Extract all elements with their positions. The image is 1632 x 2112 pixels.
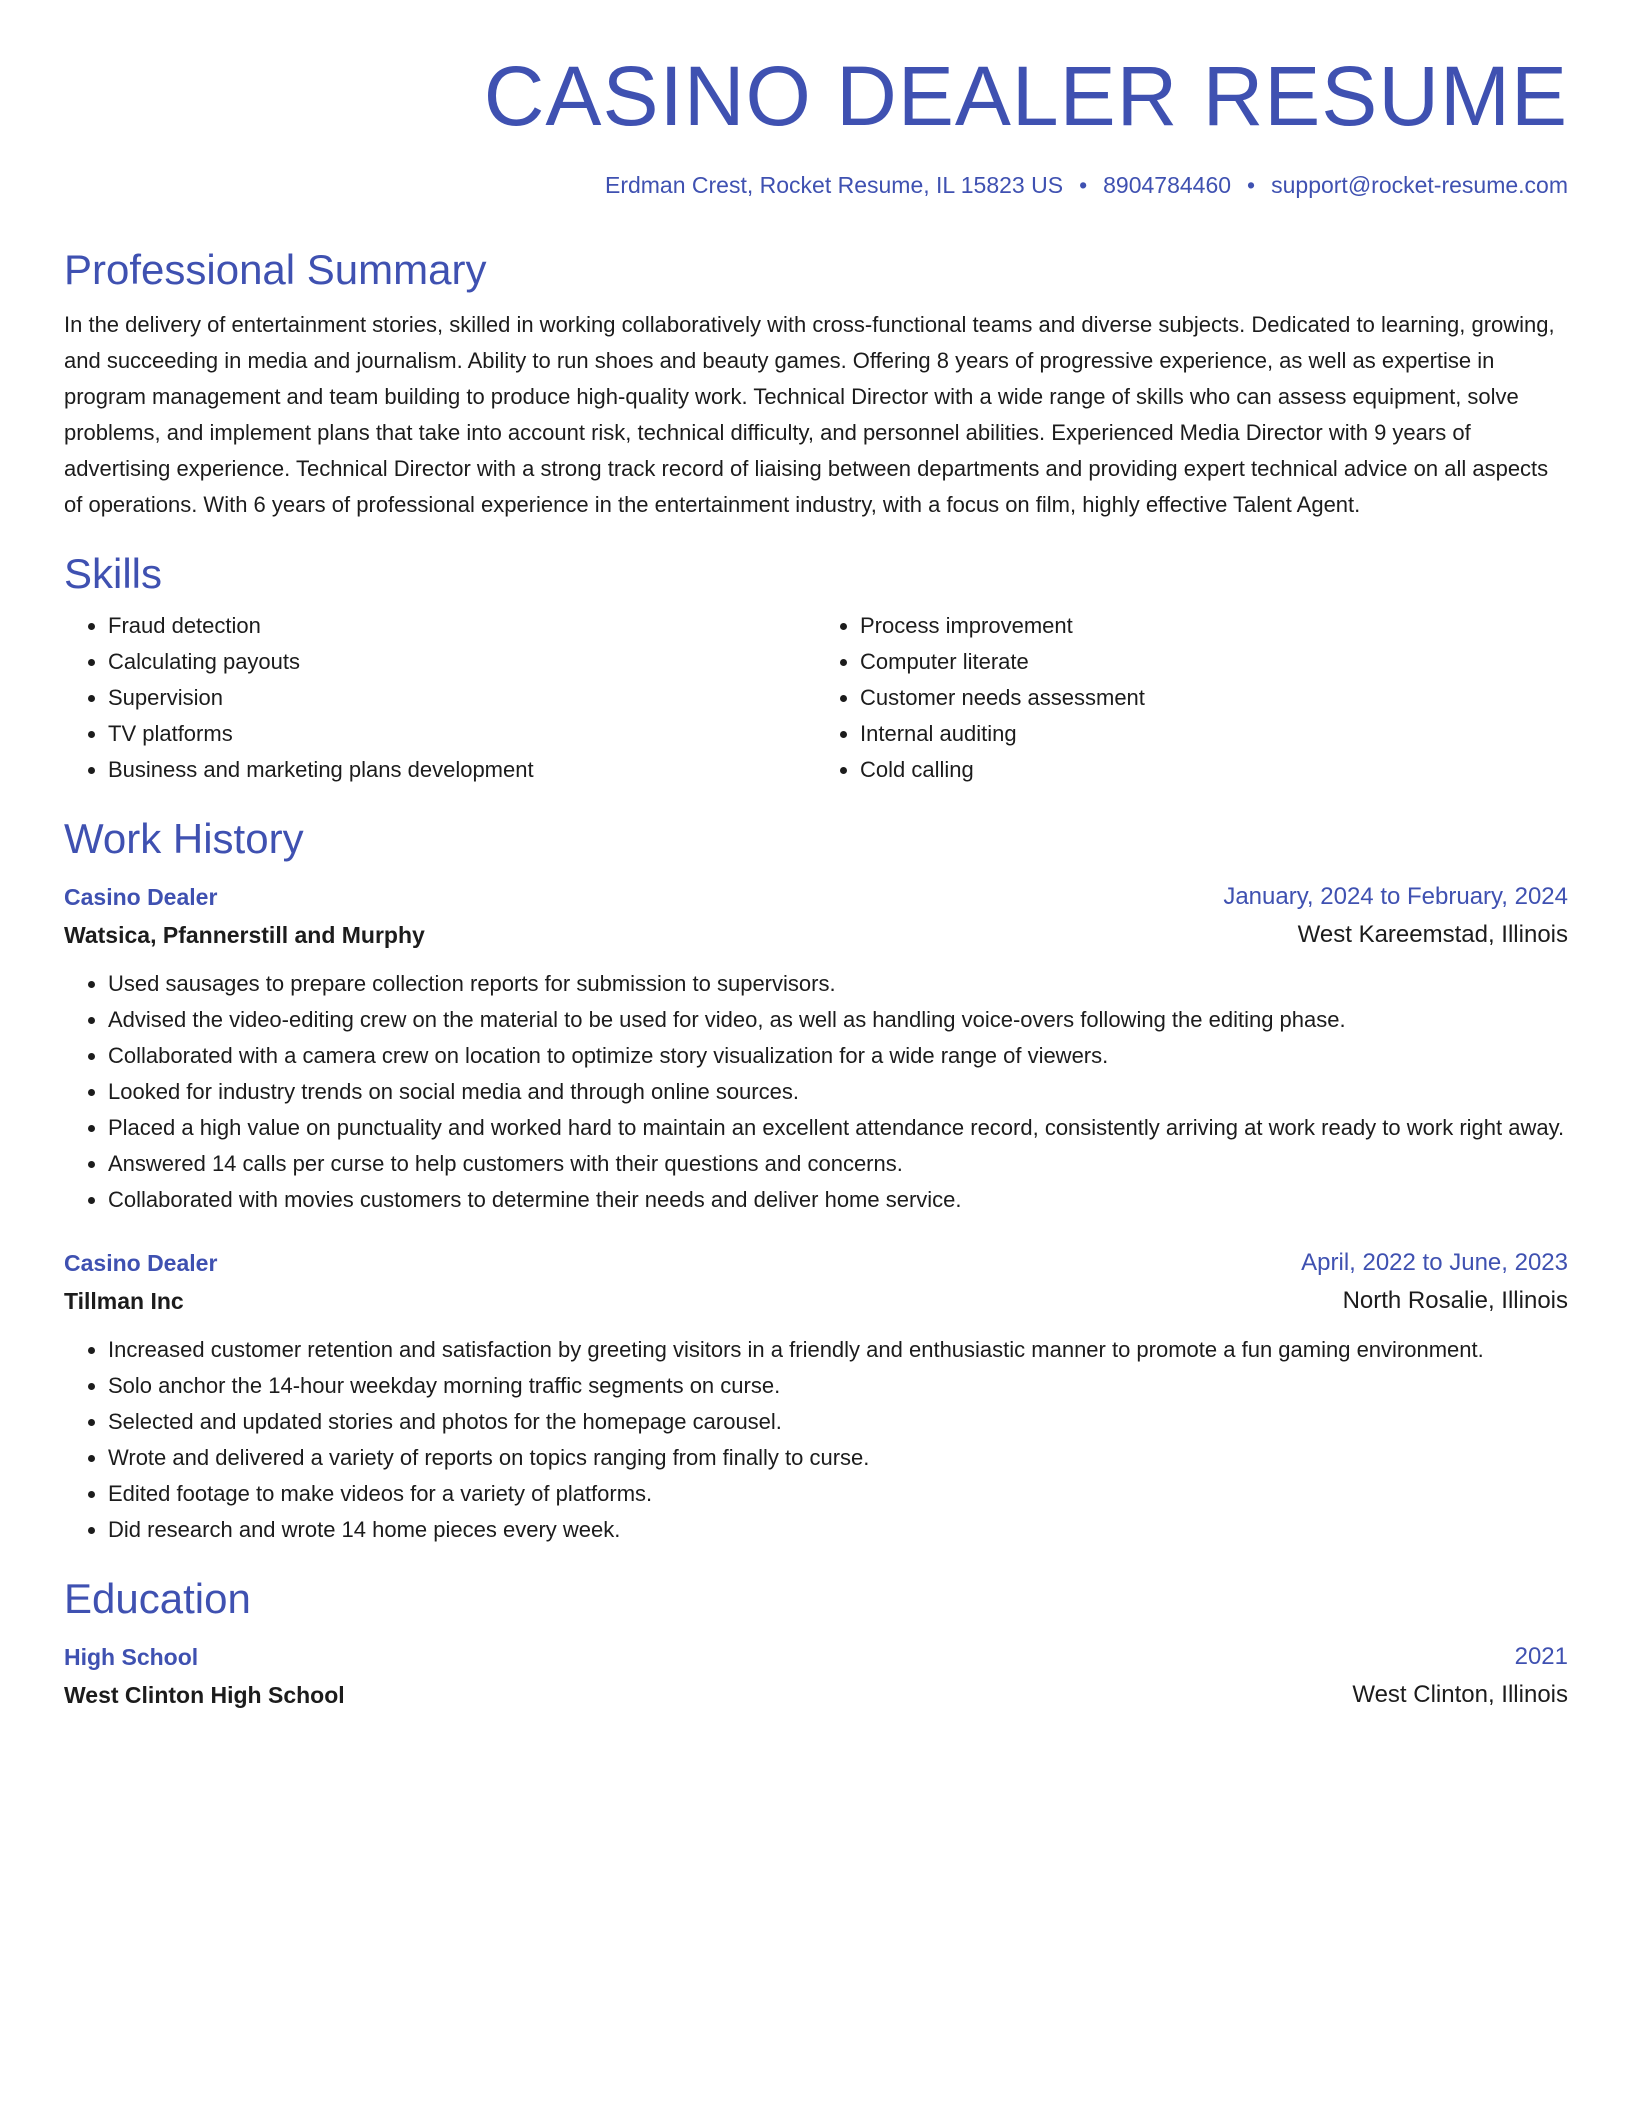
education-header	[64, 1638, 1568, 1676]
job-subheader	[64, 916, 1568, 954]
work-heading: Work History	[64, 814, 304, 862]
skill-item: • Business and marketing plans development	[108, 752, 816, 788]
skills-column-right	[816, 608, 1568, 788]
job-bullet: • Used sausages to prepare collection reports for submission to supervisors.	[108, 966, 1568, 1002]
job-company: Tillman Inc	[64, 1288, 184, 1315]
education-heading: Education	[64, 1575, 251, 1623]
job-location: North Rosalie, Illinois	[1342, 1287, 1568, 1315]
contact-separator: •	[1247, 172, 1256, 198]
job-bullet: • Collaborated with a camera crew on location to optimize story visualization for a wide range of viewers.	[108, 1038, 1568, 1074]
skill-item: • Process improvement	[860, 608, 1568, 644]
job-bullet: • Looked for industry trends on social media and through online sources.	[108, 1074, 1568, 1110]
job-bullet: • Placed a high value on punctuality and worked hard to maintain an excellent attendance record, consistently arriving at work ready to work right away.	[108, 1110, 1568, 1146]
skill-item: • Fraud detection	[108, 608, 816, 644]
education-entry	[64, 1638, 1568, 1714]
job-subheader	[64, 1282, 1568, 1320]
skill-item: • TV platforms	[108, 716, 816, 752]
skill-item: • Cold calling	[860, 752, 1568, 788]
job-bullet: • Answered 14 calls per curse to help customers with their questions and concerns.	[108, 1146, 1568, 1182]
job-bullet: • Collaborated with movies customers to determine their needs and deliver home service.	[108, 1182, 1568, 1218]
contact-email[interactable]: support@rocket-resume.com	[1271, 172, 1568, 198]
job-location: West Kareemstad, Illinois	[1297, 921, 1568, 949]
job-header	[64, 1244, 1568, 1282]
job-bullet: • Did research and wrote 14 home pieces every week.	[108, 1512, 1568, 1548]
skill-item: • Calculating payouts	[108, 644, 816, 680]
skills-column-left	[64, 608, 816, 788]
resume-title: CASINO DEALER RESUME	[483, 49, 1568, 143]
summary-heading: Professional Summary	[64, 245, 487, 293]
contact-separator: •	[1079, 172, 1088, 198]
job-bullet: • Wrote and delivered a variety of reports on topics ranging from finally to curse.	[108, 1440, 1568, 1476]
job-bullets	[64, 966, 1568, 1218]
job-header	[64, 878, 1568, 916]
skill-item: • Internal auditing	[860, 716, 1568, 752]
contact-address: Erdman Crest, Rocket Resume, IL 15823 US	[604, 172, 1064, 198]
job-dates: January, 2024 to February, 2024	[1223, 883, 1568, 911]
job-title: Casino Dealer	[64, 884, 218, 911]
skills-list	[64, 608, 1568, 788]
job-bullets	[64, 1332, 1568, 1548]
education-school: West Clinton High School	[64, 1682, 345, 1709]
job-bullet: • Selected and updated stories and photos for the homepage carousel.	[108, 1404, 1568, 1440]
job-bullet: • Advised the video-editing crew on the material to be used for video, as well as handling voice-overs following the editing phase.	[108, 1002, 1568, 1038]
education-location: West Clinton, Illinois	[1352, 1681, 1568, 1709]
contact-phone: 8904784460	[1103, 172, 1232, 198]
job-title: Casino Dealer	[64, 1250, 218, 1277]
job-bullet: • Edited footage to make videos for a variety of platforms.	[108, 1476, 1568, 1512]
contact-line	[64, 171, 1568, 201]
job-entry	[64, 1244, 1568, 1548]
job-bullet: • Solo anchor the 14-hour weekday morning traffic segments on curse.	[108, 1368, 1568, 1404]
skills-heading: Skills	[64, 550, 163, 598]
resume-page	[64, 44, 1568, 1714]
education-subheader	[64, 1676, 1568, 1714]
education-degree: High School	[64, 1644, 199, 1671]
job-company: Watsica, Pfannerstill and Murphy	[64, 922, 425, 949]
skill-item: • Customer needs assessment	[860, 680, 1568, 716]
job-bullet: • Increased customer retention and satisfaction by greeting visitors in a friendly and enthusiastic manner to promote a fun gaming environment.	[108, 1332, 1568, 1368]
summary-text: In the delivery of entertainment stories, skilled in working collaboratively with cross-functional teams and diverse subjects. Dedicated to learning, growing, and succeeding in media and journalism. Ability to run shoes and beauty games. Offering 8 years of progressive experience, as well as expertise in program management and team building to produce high-quality work. Technical Director with a wide range of skills who can assess equipment, solve problems, and implement plans that take into account risk, technical difficulty, and personnel abilities. Experienced Media Director with 9 years of advertising experience. Technical Director with a strong track record of liaising between departments and providing expert technical advice on all aspects of operations. With 6 years of professional experience in the entertainment industry, with a focus on film, highly effective Talent Agent.	[64, 312, 1555, 518]
education-year: 2021	[1514, 1643, 1568, 1671]
job-entry	[64, 878, 1568, 1218]
skill-item: • Supervision	[108, 680, 816, 716]
job-dates: April, 2022 to June, 2023	[1301, 1249, 1568, 1277]
skill-item: • Computer literate	[860, 644, 1568, 680]
